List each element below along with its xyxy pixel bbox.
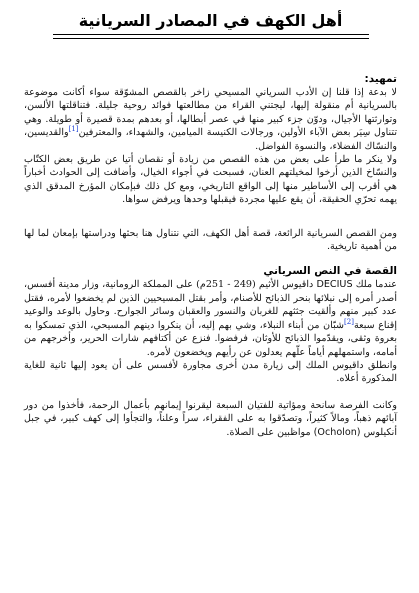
intro-paragraph-1-text: لا بدعة إذا قلنا إن الأدب السرياني المسيحي زاخر بالقصص المشوّقة سواء أكانت موضوعة بالسريانية أم منقولة إليها، ليجتني القراء من مطالعتها فوائد روحية جليلة. فتناقلتها الألسن، وتوارثتها الأجيال، ودوّن جزء كبير منها في عصر أبطالها، أو بعدهم بمدة قصيرة أو طويلة. وهي تتناول سِيَر بعض الآباء الأولين، ورجالات الكنيسة الميامين، والشهداء، والمعترفين [24,87,397,139]
intro-heading: تمهيد: [364,73,397,85]
story-paragraph-2: وانطلق داقيوس الملك إلى زيارة مدن أخرى مجاورة لأفسس على أن يعود إليها ثانية للغاية المذكورة أعلاه. [24,359,397,385]
story-paragraph-1 [24,278,397,358]
intro-paragraph-1-continuation: والقديسين، والنسّاك الفضلاء، والنسوة الفواضل. [24,127,397,152]
story-paragraph-1-part-b: داقيوس الأثيم (249 - 251م) على المملكة الرومانية، وزار مدينة أفسس، أصدر أمره إلى نبلائها بنحر الذبائح للأصنام، وأمر بقتل المسيحيين الذين لم يخضعوا لأمره، فقتل عدد كبير منهم وألقيت جثثهم للغربان والنسور والعقبان وسائر الجوارح. وحاول بالوعد والوعيد إقناع سبعة [24,279,397,331]
footnote-ref-1[interactable]: [1] [68,125,79,134]
latin-name-decius: DECIUS [316,279,353,291]
story-paragraph-3 [24,399,397,439]
intro-paragraph-3: ومن القصص السريانية الرائعة، قصة أهل الكهف، التي نتناول هنا بحثها ودراستها بإمعان لما لها من أهمية تاريخية. [24,227,397,253]
story-paragraph-1-part-a: عندما ملك [355,279,397,291]
latin-name-ocholon: (Ocholon) [313,426,361,438]
page-title: أهل الكهف في المصادر السريانية [78,11,343,30]
story-paragraph-3-part-a: وكانت الفرصة سانحة ومؤاتية للفتيان السبعة ليقرنوا إيمانهم بأعمال الرحمة، فأخذوا من دور آبائهم ذهباً، ومالاً كثيراً، وتصدّقوا به على الفقراء، سراً وعلناً، والتجأوا إلى كهف كبير، في جبل أنكيلوس [24,399,397,438]
story-paragraph-1-part-c: شبّان من أبناء النبلاء، وشي بهم إليه، أن ينكروا دينهم المسيحي، الذي تمسكوا به بعروة وثقى، ويقدّموا الذبائح للأوثان، فرفضوا. فنزع عن أكتافهم شارات الحرير، وأخرجهم من أمامه، واستمهلهم أياماً علّهم يعدلون عن رأيهم ويخضعون لأمره. [24,319,397,358]
footnote-ref-2[interactable]: [2] [344,317,354,326]
intro-paragraph-1 [24,86,397,153]
section-heading: القصة في النص السرياني [263,265,397,278]
story-paragraph-3-part-b: مواظبين على الصلاة. [226,426,311,438]
intro-paragraph-2: ولا ينكر ما طرأ على بعض من هذه القصص من زيادة أو نقصان أتيا عن طريق بعض الكتّاب والنسّاخ الذين أرخوا لمخيلتهم العنان، فسبحت في أجواء الخيال، وأضافت إلى الحوادث أخباراً هي أقرب إلى الأساطير منها إلى الواقع التاريخي، ومع كل ذلك فبإمكان المؤرخ المدقق الذي يهمه تحرّي الحقيقة، أن يقع عليها مجردة فيقبلها وحدها ويرفض سواها. [24,154,397,206]
title-underline [53,34,369,39]
